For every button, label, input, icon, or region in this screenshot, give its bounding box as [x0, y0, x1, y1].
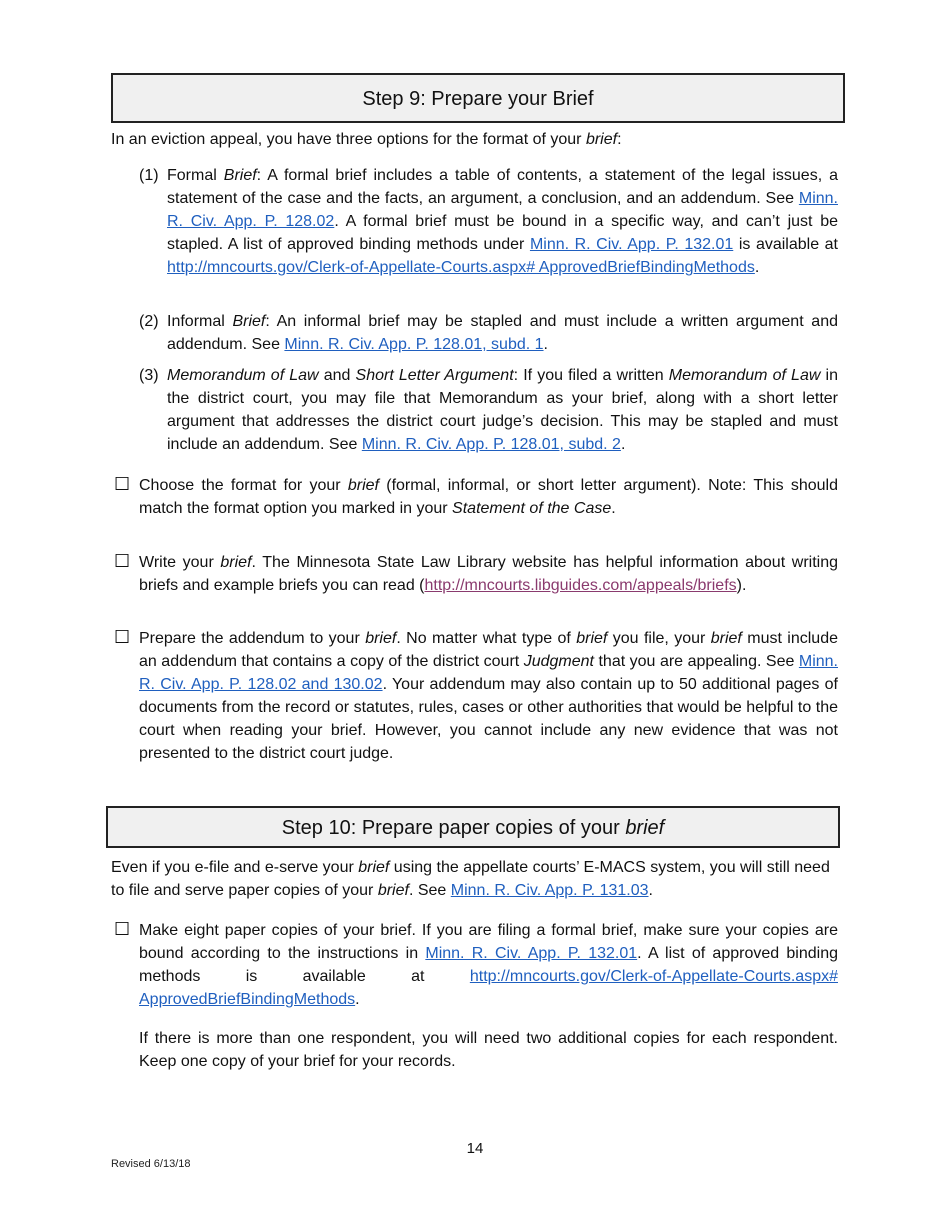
page-number: 14: [466, 1140, 484, 1157]
check-1-em-1: brief: [347, 477, 379, 494]
option-2-head: Informal: [167, 313, 233, 330]
step-10-intro: [111, 856, 846, 902]
step-9-title: Step 9: Prepare your Brief: [362, 88, 594, 110]
check-3-text-e: that you are appealing. See: [593, 653, 799, 670]
checklist-item-paper-copies: [139, 919, 838, 1011]
step-9-intro: [111, 128, 851, 151]
link-rule-128-01-subd-2[interactable]: Minn. R. Civ. App. P. 128.01, subd. 2: [361, 436, 621, 453]
revised-date: Revised 6/13/18: [111, 1158, 191, 1170]
check-2-text-b: . The Minnesota State Law Library website has helpful information about writing briefs and example briefs you can read (: [139, 554, 838, 594]
checklist-item-write-brief: [139, 551, 838, 597]
link-rule-128-02-130-02[interactable]: Minn. R. Civ. App. P. 128.02 and 130.02: [139, 653, 838, 693]
option-3-text: [167, 364, 838, 456]
option-2-text: [167, 310, 838, 356]
step-10-intro-a: Even if you e-file and e-serve your: [111, 859, 359, 876]
link-binding-methods-step10[interactable]: http://mncourts.gov/Clerk-of-Appellate-Courts.aspx# ApprovedBriefBindingMethods: [139, 968, 838, 1008]
option-1-number: (1): [139, 167, 159, 184]
check-3-text-a: Prepare the addendum to your: [139, 630, 366, 647]
link-rule-128-02[interactable]: Minn. R. Civ. App. P. 128.02: [167, 190, 838, 230]
option-1-text-d: .: [754, 259, 760, 276]
link-rule-128-01-subd-1[interactable]: Minn. R. Civ. App. P. 128.01, subd. 1: [284, 336, 544, 353]
option-2-number: (2): [139, 313, 159, 330]
check-2-text-a: Write your: [139, 554, 221, 571]
check-3-text-d: must include an addendum that contains a copy of the district court: [139, 630, 839, 670]
step-9-header: [111, 73, 845, 123]
checkbox-icon[interactable]: ☐: [114, 627, 131, 647]
check-2-em-1: brief: [220, 554, 252, 571]
step-10-check-text-c: .: [355, 991, 360, 1008]
option-3-em-2: Short Letter Argument: [355, 367, 514, 384]
option-3-text-c: .: [620, 436, 626, 453]
check-1-em-2: Statement of the Case: [452, 500, 612, 517]
check-3-text-f: . Your addendum may also contain up to 50 additional pages of documents from the record or statutes, rules, cases or other authorities that would be helpful to the court when reading your brief. However, you cannot include any new evidence that was not presented to the district court judge.: [139, 676, 839, 762]
respondent-note: If there is more than one respondent, you will need two additional copies for each respondent. Keep one copy of your brief for your records.: [139, 1030, 838, 1070]
checkbox-icon[interactable]: ☐: [114, 474, 131, 494]
checkbox-icon[interactable]: ☐: [114, 551, 131, 571]
check-1-text-c: .: [611, 500, 616, 517]
intro-text: In an eviction appeal, you have three options for the format of your: [111, 131, 586, 148]
option-3-and: and: [318, 367, 356, 384]
check-3-text-b: . No matter what type of: [396, 630, 577, 647]
checkbox-icon[interactable]: ☐: [114, 919, 131, 939]
option-2-text-b: .: [543, 336, 548, 353]
check-1-text-b: (formal, informal, or short letter argument). Note: This should match the format option you marked in your: [139, 477, 838, 517]
step-10-intro-b: using the appellate courts’ E-MACS system, you will still need to file and serve paper copies of your: [111, 859, 830, 899]
option-3-em-1: Memorandum of Law: [167, 367, 319, 384]
step-10-intro-em-2: brief: [377, 882, 409, 899]
check-3-text-c: you file, your: [607, 630, 711, 647]
option-3-em-3: Memorandum of Law: [668, 367, 821, 384]
step-10-check-text-a: Make eight paper copies of your brief. If you are filing a formal brief, make sure your copies are bound according to the instructions in: [139, 922, 838, 962]
link-rule-131-03[interactable]: Minn. R. Civ. App. P. 131.03: [450, 882, 649, 899]
link-libguides-briefs[interactable]: http://mncourts.libguides.com/appeals/briefs: [424, 577, 737, 594]
link-rule-132-01[interactable]: Minn. R. Civ. App. P. 132.01: [529, 236, 734, 253]
option-1-head-em: Brief: [223, 167, 257, 184]
step-10-intro-c: . See: [408, 882, 451, 899]
check-1-text-a: Choose the format for your: [139, 477, 348, 494]
step-10-header: [106, 806, 840, 848]
option-1-text: [167, 164, 838, 279]
option-3-text-a: : If you filed a written: [513, 367, 669, 384]
option-3-text-b: in the district court, you may file that Memorandum as your brief, along with a short letter argument that addresses the district court judge’s decision. This may be stapled and must include an addendum. See: [167, 367, 838, 453]
link-binding-methods[interactable]: http://mncourts.gov/Clerk-of-Appellate-Courts.aspx# ApprovedBriefBindingMethods: [167, 259, 755, 276]
step-10-check-text-b: . A list of approved binding methods is available at: [139, 945, 839, 985]
option-1-text-a: : A formal brief includes a table of contents, a statement of the legal issues, a statement of the case and the facts, an argument, a conclusion, and an addendum. See: [167, 167, 839, 207]
check-3-em-3: brief: [710, 630, 742, 647]
checklist-item-choose-format: [139, 474, 838, 520]
intro-text-end: :: [617, 131, 622, 148]
check-3-em-1: brief: [365, 630, 397, 647]
option-1-text-c: is available at: [733, 236, 839, 253]
option-3-number: (3): [139, 367, 159, 384]
option-2-text-a: : An informal brief may be stapled and must include a written argument and addendum. See: [167, 313, 838, 353]
step-10-title-em: brief: [625, 817, 665, 839]
link-rule-132-01-step10[interactable]: Minn. R. Civ. App. P. 132.01: [425, 945, 638, 962]
intro-emphasis: brief: [585, 131, 618, 148]
check-2-text-c: ).: [736, 577, 747, 594]
step-10-intro-em-1: brief: [358, 859, 390, 876]
option-1-text-b: . A formal brief must be bound in a specific way, and can’t just be stapled. A list of approved binding methods under: [167, 213, 839, 253]
checklist-item-addendum: [139, 627, 838, 765]
option-1-head: Formal: [167, 167, 224, 184]
check-3-em-2: brief: [576, 630, 608, 647]
option-2-head-em: Brief: [232, 313, 266, 330]
check-3-em-4: Judgment: [523, 653, 594, 670]
step-10-title: Step 10: Prepare paper copies of your: [281, 817, 626, 839]
step-10-intro-d: .: [648, 882, 653, 899]
